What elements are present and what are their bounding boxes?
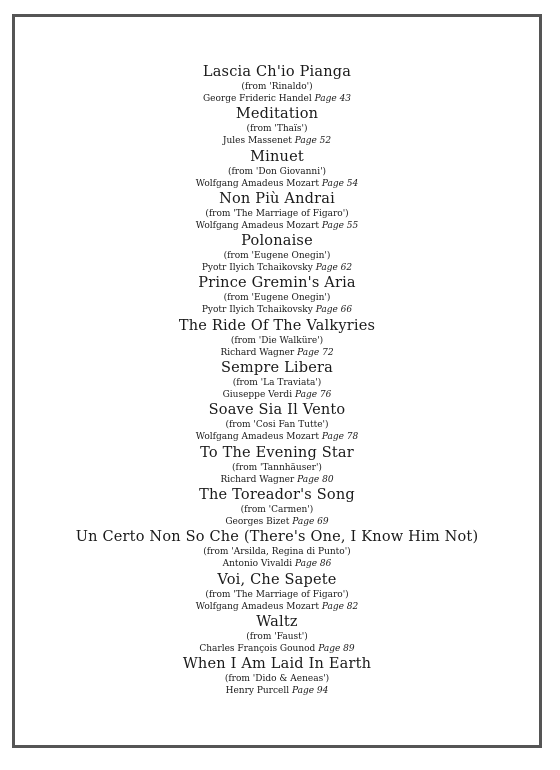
entry-composer: Wolfgang Amadeus Mozart (195, 220, 319, 231)
entry-credit (15, 474, 539, 486)
entry-credit (15, 262, 539, 274)
contents-entry (15, 191, 539, 233)
entry-title: Minuet (250, 148, 304, 165)
entry-title: Non Più Andrai (219, 190, 335, 207)
entry-title: To The Evening Star (200, 444, 354, 461)
contents-entry (15, 445, 539, 487)
entry-title: Soave Sia Il Vento (208, 402, 346, 419)
entry-page-number: Page 76 (294, 390, 332, 401)
entry-source: (from 'Cosi Fan Tutte') (225, 420, 329, 431)
entry-credit (15, 643, 539, 655)
entry-title: Polonaise (241, 233, 313, 250)
entry-title: The Ride Of The Valkyries (178, 317, 376, 334)
entry-title: Sempre Libera (221, 360, 333, 377)
entry-page-number: Page 54 (321, 178, 359, 189)
entry-source: (from 'Tannhäuser') (232, 462, 322, 473)
contents-list (15, 64, 539, 698)
entry-credit (15, 135, 539, 147)
entry-title: Meditation (235, 106, 319, 123)
entry-source: (from 'Rinaldo') (241, 82, 313, 92)
entry-composer: Antonio Vivaldi (222, 559, 293, 570)
entry-title: Lascia Ch'io Pianga (202, 64, 352, 80)
entry-source: (from 'La Traviata') (232, 378, 322, 389)
entry-page-number: Page 86 (294, 559, 332, 570)
entry-page-number: Page 52 (294, 136, 332, 147)
contents-entry (15, 529, 539, 571)
entry-composer: Wolfgang Amadeus Mozart (195, 178, 319, 189)
entry-composer: Charles François Gounod (199, 643, 316, 654)
entry-composer: Pyotr Ilyich Tchaikovsky (201, 305, 313, 316)
entry-credit (15, 601, 539, 613)
entry-source: (from 'Die Walküre') (230, 335, 324, 346)
entry-source: (from 'Carmen') (240, 504, 314, 515)
entry-title: Prince Gremin's Aria (198, 275, 356, 292)
entry-page-number: Page 43 (314, 94, 352, 104)
contents-entry (15, 64, 539, 106)
entry-page-number: Page 62 (315, 263, 353, 274)
entry-credit (15, 347, 539, 359)
entry-credit (15, 516, 539, 528)
entry-title: The Toreador's Song (199, 486, 355, 503)
contents-entry (15, 106, 539, 148)
entry-composer: Jules Massenet (222, 136, 292, 147)
entry-credit (15, 220, 539, 232)
entry-credit (15, 558, 539, 570)
entry-composer: Pyotr Ilyich Tchaikovsky (201, 263, 313, 274)
contents-entry (15, 149, 539, 191)
contents-entry (15, 233, 539, 275)
entry-source: (from 'The Marriage of Figaro') (205, 208, 349, 219)
entry-composer: Georges Bizet (225, 516, 290, 527)
contents-entry (15, 402, 539, 444)
entry-page-number: Page 66 (315, 305, 353, 316)
entry-page-number: Page 55 (321, 220, 359, 231)
entry-composer: Henry Purcell (225, 686, 290, 697)
entry-source: (from 'Eugene Onegin') (223, 251, 331, 262)
entry-source: (from 'Thaïs') (246, 124, 308, 135)
contents-entry (15, 614, 539, 656)
entry-source: (from 'Faust') (246, 631, 308, 642)
entry-credit (15, 389, 539, 401)
entry-title: Waltz (256, 613, 298, 630)
entry-credit (15, 93, 539, 105)
entry-composer: Giuseppe Verdi (222, 390, 293, 401)
contents-entry (15, 656, 539, 698)
entry-credit (15, 431, 539, 443)
entry-page-number: Page 69 (292, 516, 329, 527)
entry-page-number: Page 89 (318, 643, 355, 654)
contents-entry (15, 360, 539, 402)
entry-credit (15, 685, 539, 697)
entry-composer: George Frideric Handel (202, 94, 312, 104)
entry-page-number: Page 72 (297, 347, 334, 358)
entry-title: When I Am Laid In Earth (182, 656, 372, 673)
entry-source: (from 'Arsilda, Regina di Punto') (203, 547, 351, 558)
entry-source: (from 'Eugene Onegin') (223, 293, 331, 304)
entry-title: Voi, Che Sapete (217, 571, 337, 588)
entry-composer: Richard Wagner (220, 474, 295, 485)
entry-composer: Wolfgang Amadeus Mozart (195, 601, 319, 612)
entry-source: (from 'The Marriage of Figaro') (205, 589, 349, 600)
entry-page-number: Page 82 (321, 601, 359, 612)
entry-credit (15, 304, 539, 316)
entry-page-number: Page 80 (297, 474, 334, 485)
entry-composer: Richard Wagner (220, 347, 295, 358)
contents-entry (15, 275, 539, 317)
entry-credit (15, 178, 539, 190)
contents-entry (15, 318, 539, 360)
contents-entry (15, 572, 539, 614)
entry-composer: Wolfgang Amadeus Mozart (195, 432, 319, 443)
entry-source: (from 'Don Giovanni') (227, 166, 327, 177)
entry-source: (from 'Dido & Aeneas') (224, 674, 330, 685)
contents-entry (15, 487, 539, 529)
entry-title: Un Certo Non So Che (There's One, I Know Him Not) (75, 529, 479, 546)
entry-page-number: Page 78 (321, 432, 359, 443)
contents-page (12, 14, 542, 748)
entry-page-number: Page 94 (291, 686, 329, 697)
